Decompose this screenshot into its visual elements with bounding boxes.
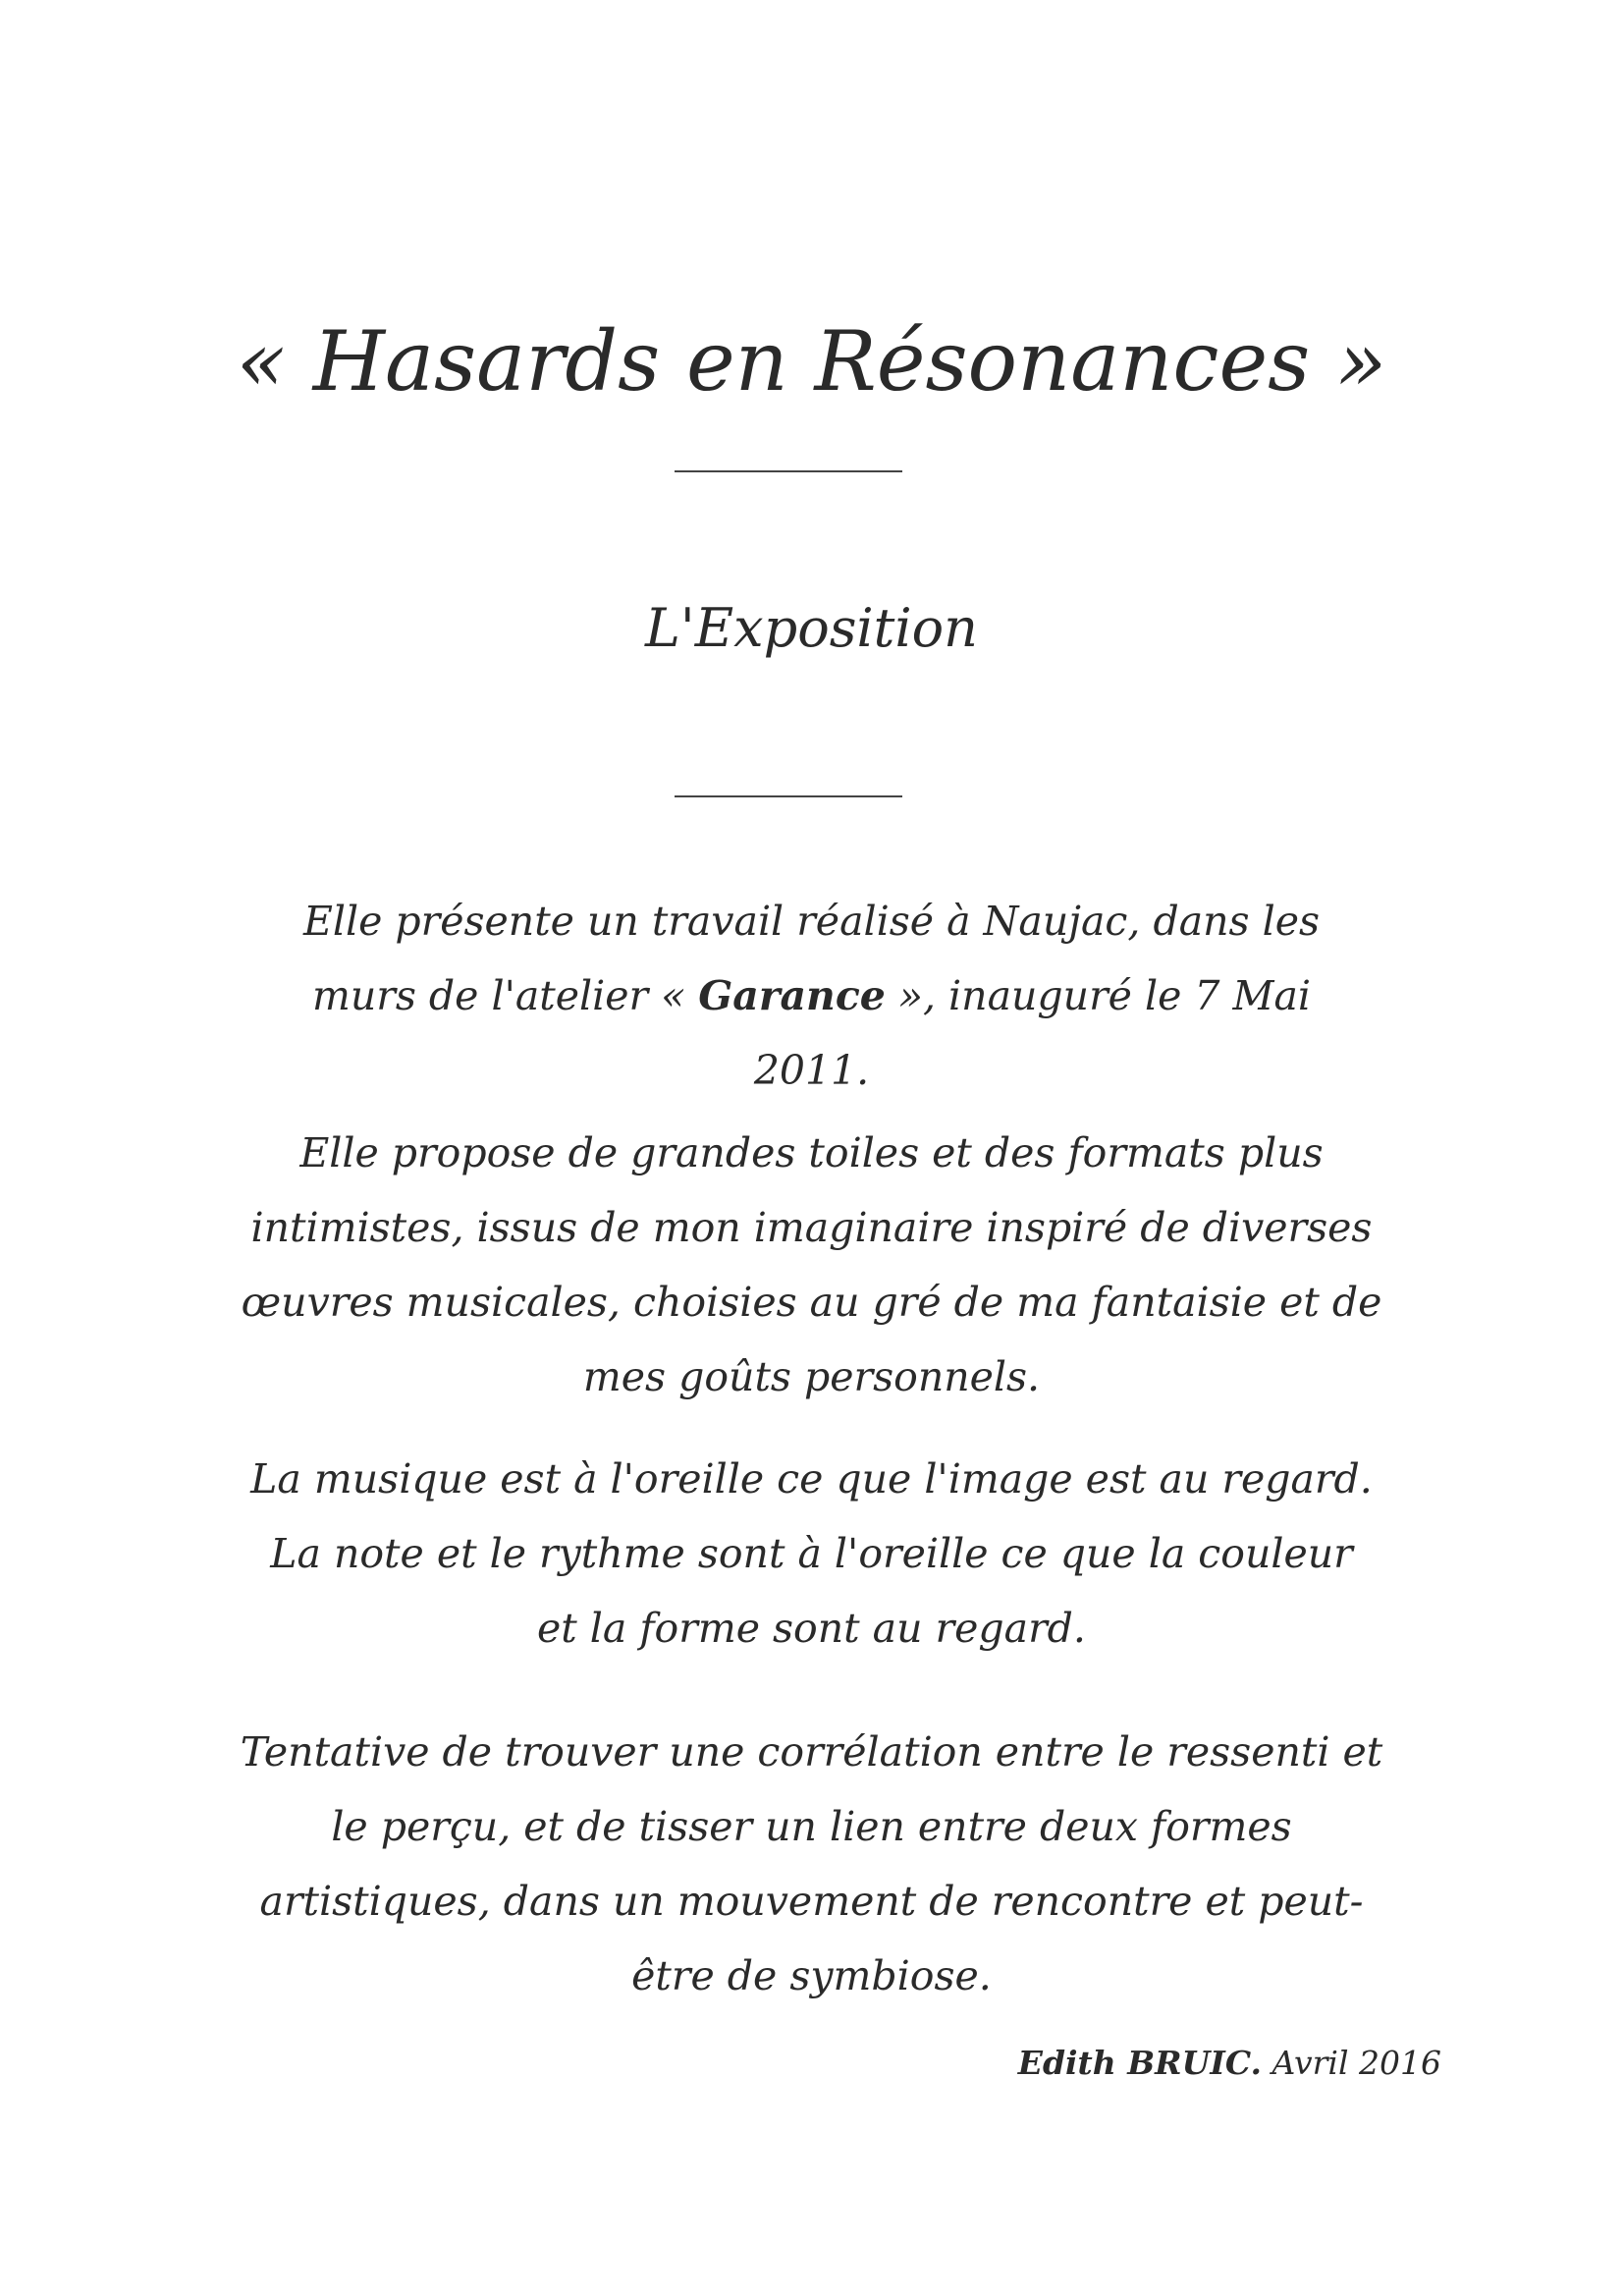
document-subtitle: L'Exposition <box>645 597 978 659</box>
paragraph-works <box>118 1116 1505 1414</box>
subtitle-divider <box>675 795 902 797</box>
document-title: « Hasards en Résonances » <box>236 313 1387 410</box>
paragraph-line: Elle propose de grandes toiles et des formats plus <box>299 1129 1324 1176</box>
paragraph-line: 2011. <box>753 1047 870 1094</box>
paragraph-attempt <box>118 1715 1505 2013</box>
paragraph-line: La musique est à l'oreille ce que l'image est au regard. <box>250 1455 1373 1503</box>
paragraph-line: mes goûts personnels. <box>582 1353 1041 1400</box>
paragraph-line <box>118 958 1505 1033</box>
signature <box>1018 2039 1441 2088</box>
atelier-name: Garance <box>698 972 886 1019</box>
paragraph-line: Elle présente un travail réalisé à Naujac, dans les <box>302 898 1321 945</box>
paragraph-line: être de symbiose. <box>631 1952 992 1999</box>
paragraph-line: artistiques, dans un mouvement de rencontre et peut- <box>259 1878 1364 1925</box>
signature-date: Avril 2016 <box>1271 2044 1441 2082</box>
paragraph-intro <box>118 884 1505 1108</box>
paragraph-line: et la forme sont au regard. <box>537 1605 1086 1652</box>
text-segment: murs de l'atelier « <box>311 972 699 1019</box>
paragraph-line: intimistes, issus de mon imaginaire inspiré de diverses <box>250 1204 1373 1251</box>
paragraph-line: La note et le rythme sont à l'oreille ce que la couleur <box>270 1530 1353 1577</box>
title-divider <box>675 470 902 472</box>
author-name: Edith BRUIC. <box>1017 2044 1262 2082</box>
paragraph-line: Tentative de trouver une corrélation entre le ressenti et <box>240 1728 1383 1776</box>
paragraph-line: le perçu, et de tisser un lien entre deux formes <box>331 1803 1292 1850</box>
text-segment: », inauguré le 7 Mai <box>885 972 1312 1019</box>
paragraph-music <box>118 1442 1505 1666</box>
paragraph-line: œuvres musicales, choisies au gré de ma fantaisie et de <box>241 1279 1382 1326</box>
